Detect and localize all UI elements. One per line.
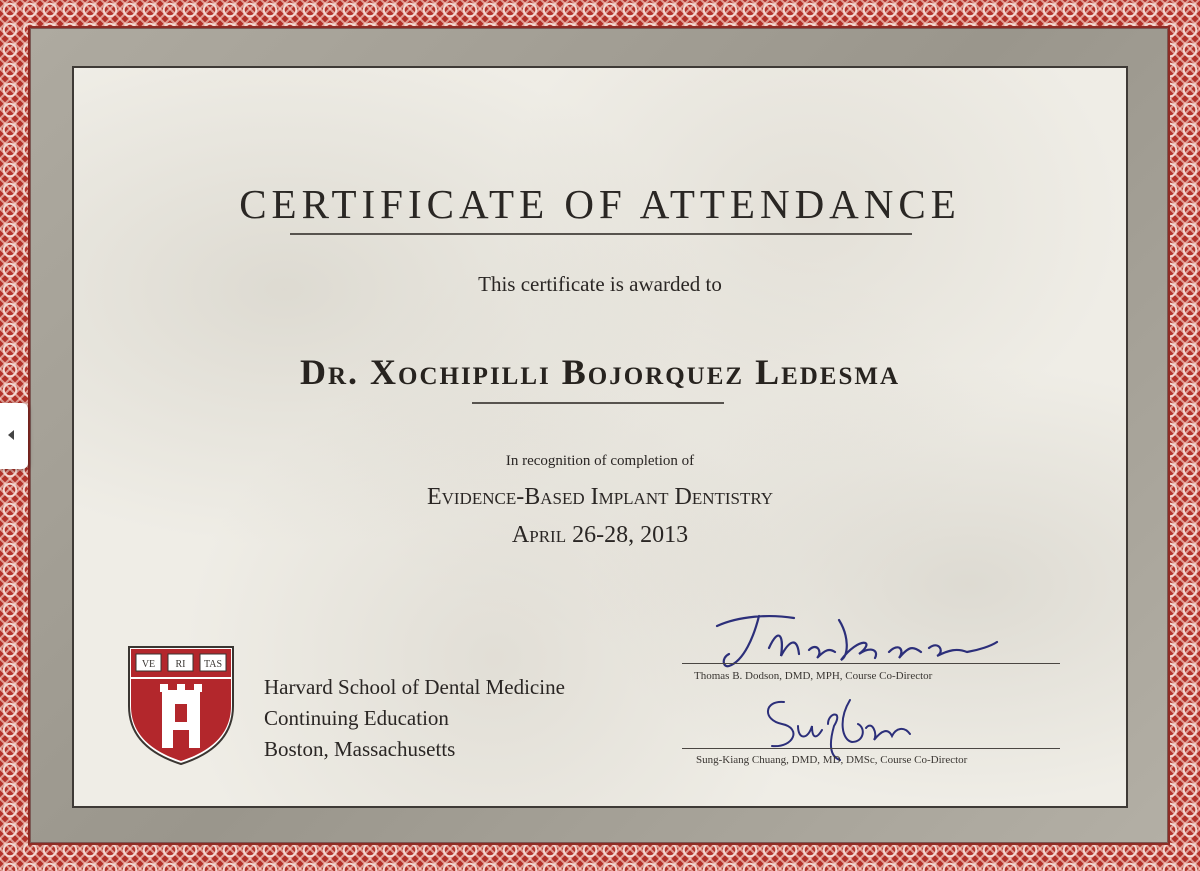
recognition-line: In recognition of completion of: [505, 453, 695, 469]
institution-location: Boston, Massachusetts: [264, 737, 456, 761]
signature-caption-1: Thomas B. Dodson, DMD, MPH, Course Co-Director: [694, 670, 933, 682]
previous-page-tab[interactable]: [0, 403, 28, 469]
course-dates: April 26-28, 2013: [511, 522, 689, 548]
recipient-underline: [472, 402, 724, 404]
signature-caption-2: Sung-Kiang Chuang, DMD, MD, DMSc, Course Co-Director: [696, 754, 968, 766]
title-underline: [290, 233, 912, 235]
signature-line-1: [682, 663, 1060, 664]
institution-department: Continuing Education: [264, 706, 449, 730]
certificate-paper: [72, 66, 1128, 808]
institution-block: [264, 672, 565, 765]
institution-name: Harvard School of Dental Medicine: [264, 675, 565, 699]
signature-line-2: [682, 748, 1060, 749]
recipient-name: Dr. Xochipilli Bojorquez Ledesma: [299, 352, 901, 392]
certificate-title: CERTIFICATE OF ATTENDANCE: [239, 181, 961, 227]
awarded-to-line: This certificate is awarded to: [478, 272, 722, 296]
harvard-shield-icon: [126, 644, 236, 766]
signature-dodson: [699, 606, 999, 678]
shield-text-tas: TAS: [203, 659, 223, 670]
course-name: Evidence-Based Implant Dentistry: [426, 484, 774, 510]
shield-text-ve: VE: [141, 659, 156, 670]
chevron-left-icon[interactable]: [8, 430, 14, 440]
shield-text-ri: RI: [175, 659, 186, 670]
